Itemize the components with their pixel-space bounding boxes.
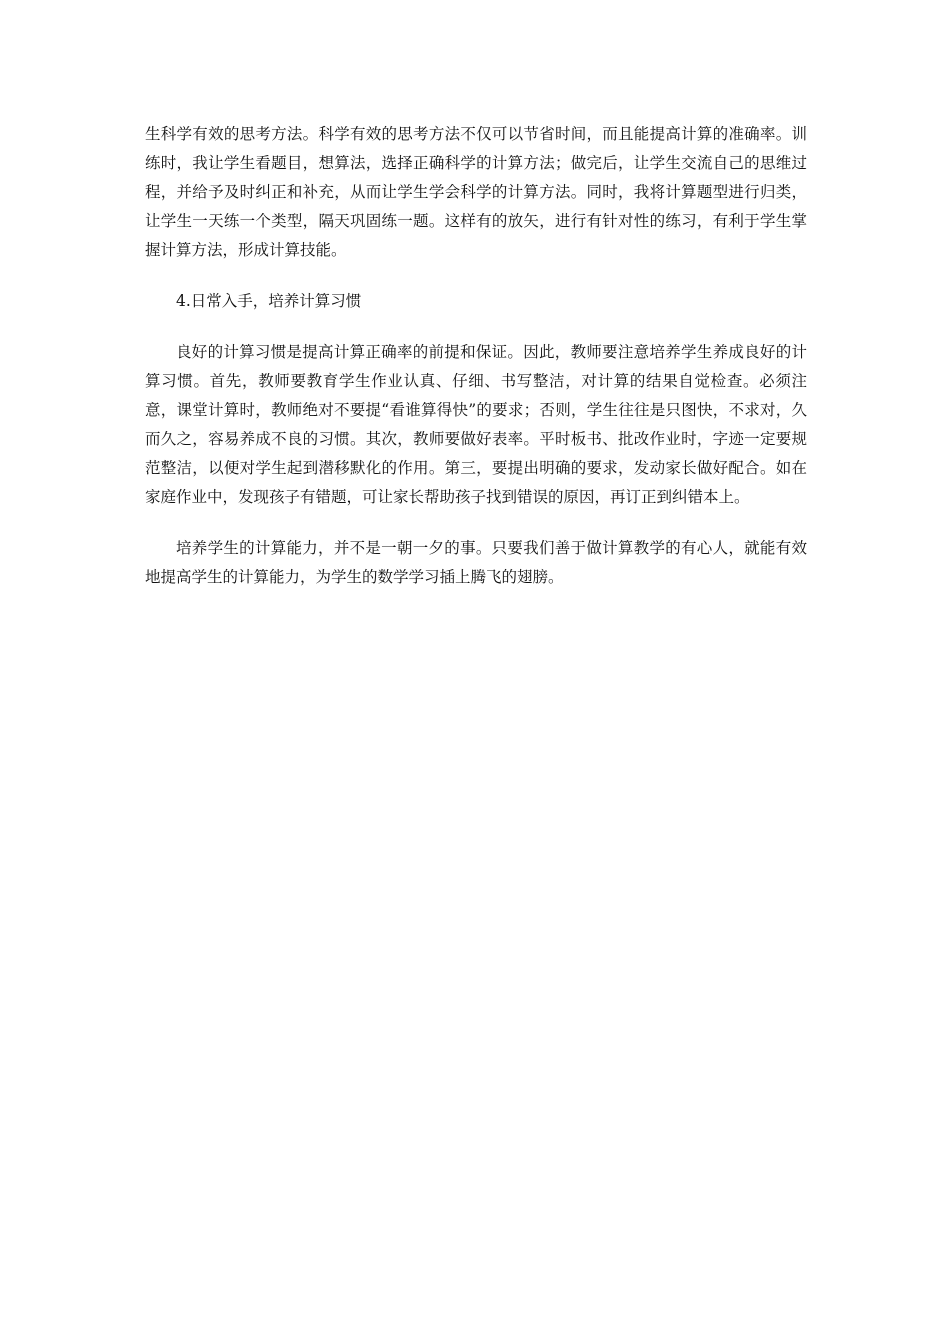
document-body <box>145 120 807 592</box>
paragraph-conclusion: 培养学生的计算能力，并不是一朝一夕的事。只要我们善于做计算教学的有心人，就能有效地提高学生的计算能力，为学生的数学学习插上腾飞的翅膀。 <box>145 539 807 586</box>
section-heading: 4.日常入手，培养计算习惯 <box>176 292 362 310</box>
paragraph-continuation: 生科学有效的思考方法。科学有效的思考方法不仅可以节省时间，而且能提高计算的准确率。训练时，我让学生看题目，想算法，选择正确科学的计算方法；做完后，让学生交流自己的思维过程，并给予及时纠正和补充，从而让学生学会科学的计算方法。同时，我将计算题型进行归类，让学生一天练一个类型，隔天巩固练一题。这样有的放矢，进行有针对性的练习，有利于学生掌握计算方法，形成计算技能。 <box>145 125 807 259</box>
paragraph-calculation-habits: 良好的计算习惯是提高计算正确率的前提和保证。因此，教师要注意培养学生养成良好的计算习惯。首先，教师要教育学生作业认真、仔细、书写整洁，对计算的结果自觉检查。必须注意，课堂计算时，教师绝对不要提“看谁算得快”的要求；否则，学生往往是只图快，不求对，久而久之，容易养成不良的习惯。其次，教师要做好表率。平时板书、批改作业时，字迹一定要规范整洁，以便对学生起到潜移默化的作用。第三，要提出明确的要求，发动家长做好配合。如在家庭作业中，发现孩子有错题，可让家长帮助孩子找到错误的原因，再订正到纠错本上。 <box>145 343 807 506</box>
